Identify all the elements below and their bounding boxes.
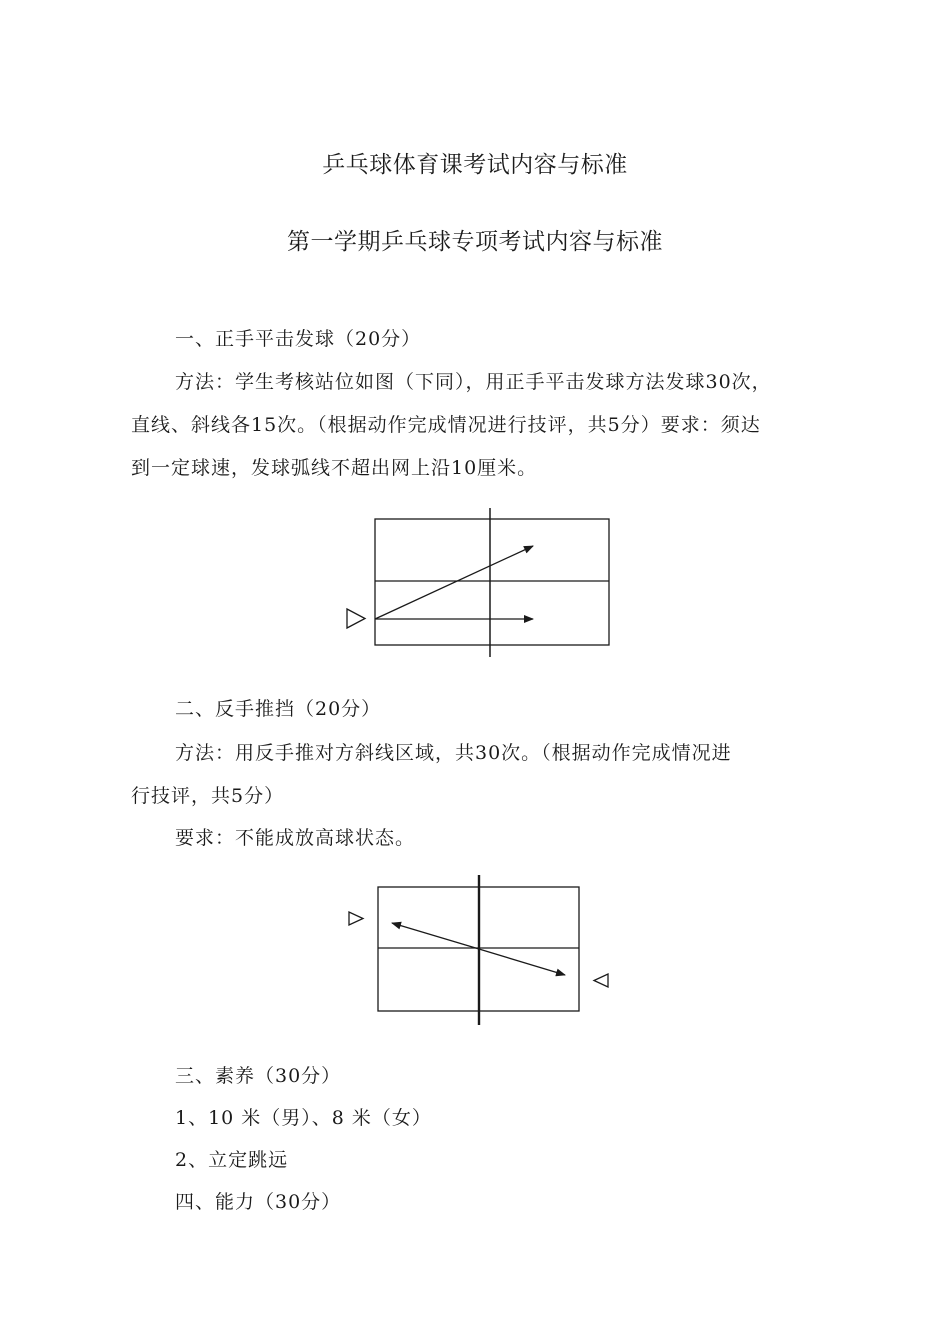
player-marker: [347, 609, 365, 628]
section2-method-line1: 方法：用反手推对方斜线区域，共30次。（根据动作完成情况进: [175, 742, 732, 764]
document-subtitle: 第一学期乒乓球专项考试内容与标准: [287, 229, 663, 255]
section1-heading: 一、正手平击发球（20分）: [175, 328, 422, 350]
section2-heading: 二、反手推挡（20分）: [175, 698, 382, 720]
push-arrow-right: [479, 949, 565, 975]
section3-item1: 1、10 米（男）、8 米（女）: [175, 1107, 432, 1129]
push-diagram: [340, 870, 620, 1030]
section1-method-line2: 直线、斜线各15次。（根据动作完成情况进行技评，共5分）要求：须达: [131, 414, 761, 436]
table-outline: [375, 519, 609, 645]
player-marker-right: [594, 974, 608, 987]
section3-heading: 三、素养（30分）: [175, 1065, 342, 1087]
push-arrow-left: [392, 923, 479, 949]
serve-diagram: [340, 505, 620, 660]
player-marker-left: [349, 912, 363, 925]
section2-requirement: 要求：不能成放高球状态。: [175, 827, 416, 849]
section4-heading: 四、能力（30分）: [175, 1191, 342, 1213]
diagonal-serve-arrow: [375, 546, 533, 619]
section2-method-line2: 行技评，共5分）: [131, 785, 285, 807]
section1-method-line3: 到一定球速，发球弧线不超出网上沿10厘米。: [131, 457, 538, 479]
section3-item2: 2、立定跳远: [175, 1149, 289, 1171]
section1-method-line1: 方法：学生考核站位如图（下同），用正手平击发球方法发球30次，: [175, 371, 772, 393]
document-title: 乒乓球体育课考试内容与标准: [322, 152, 628, 178]
